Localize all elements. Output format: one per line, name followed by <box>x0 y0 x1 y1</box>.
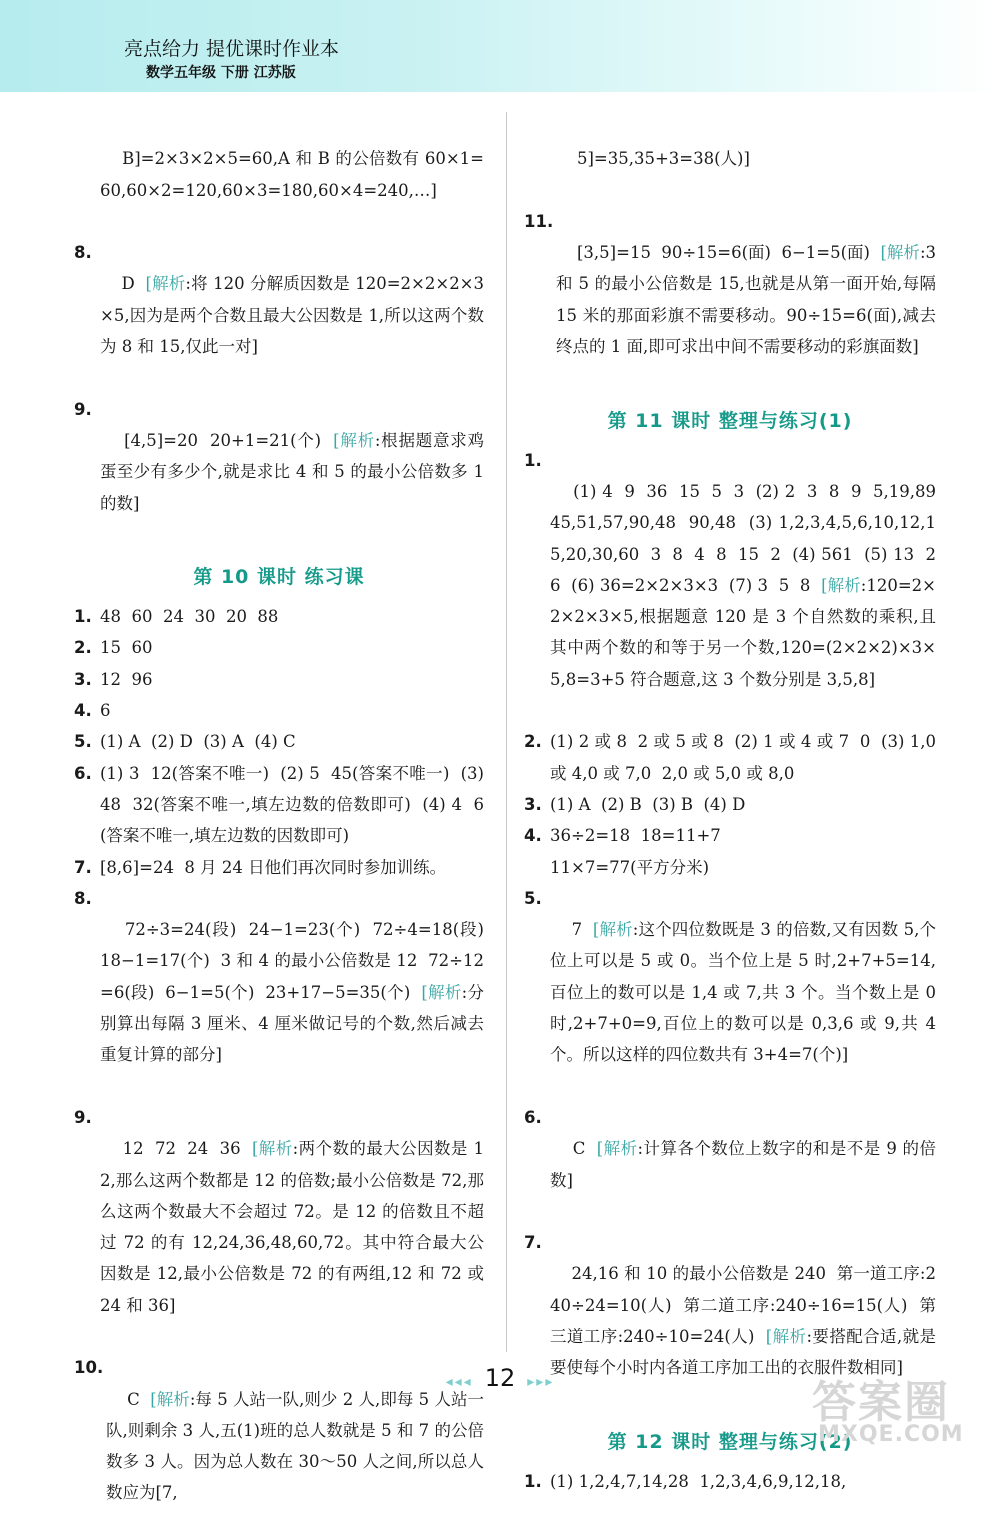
answer-2: 2. 15 60 <box>74 638 153 658</box>
section-title-lesson-11: 第 11 课时 整理与练习(1) <box>607 409 853 432</box>
continued-answer: 5]=35,35+3=38(人)] <box>576 149 750 169</box>
book-subtitle: 数学五年级 下册 江苏版 <box>146 65 296 81</box>
analysis-label: [解析 <box>596 1139 638 1159</box>
answer-3: 3. 12 96 <box>74 669 153 689</box>
page-number: 12 <box>484 1364 516 1392</box>
answer-6: 6. C [解析:计算各个数位上数字的和是不是 9 的倍数] <box>524 1107 936 1190</box>
answer-11: 11. [3,5]=15 90÷15=6(面) 6−1=5(面) [解析:3 和 5 的最小公倍数是 15,也就是从第一面开始,每隔 15 米的那面彩旗不需要移动。90÷15=6(面),减去终点的 1 面,即可求出中间不需要移动的彩旗面数] <box>524 211 942 357</box>
answer-3: 3. (1) A (2) B (3) B (4) D <box>524 794 746 814</box>
answer-10: 10. C [解析:每 5 人站一队,则少 2 人,即每 5 人站一队,则剩余 3 人,五(1)班的总人数就是 5 和 7 的公倍数多 3 人。因为总人数在 30～50 人之间,所以总人数应为[7, <box>74 1358 484 1503</box>
answer-4: 4. 6 <box>74 701 111 721</box>
answer-9b: 9. 12 72 24 36 [解析:两个数的最大公因数是 12,那么这两个数都是 12 的倍数;最小公倍数是 72,那么这两个数最大不会超过 72。是 12 的倍数且不超过 72 的有 12,24,36,48,60,72。其中符合最大公因数是 12,最小公倍数是 72 的有两组,12 和 72 或 24 和 36] <box>74 1107 490 1315</box>
answer-7: 7. [8,6]=24 8 月 24 日他们再次同时参加训练。 <box>74 857 447 877</box>
answer-5: 5. (1) A (2) D (3) A (4) C <box>74 732 296 752</box>
column-divider <box>506 112 507 1352</box>
answer-7: 7. 24,16 和 10 的最小公倍数是 240 第一道工序:240÷24=10(人) 第二道工序:240÷16=15(人) 第三道工序:240÷10=24(人) [解析:要搭配合适,就是要使每个小时内各道工序加工出的衣服件数相同] <box>524 1233 936 1378</box>
arrow-left-icon: ◂◂◂ <box>445 1374 473 1390</box>
continued-answer: B]=2×3×2×5=60,A 和 B 的公倍数有 60×1=60,60×2=120,60×3=180,60×4=240,…] <box>100 149 484 200</box>
answer-8: 8. D [解析:将 120 分解质因数是 120=2×2×2×3×5,因为是两个合数且最大公因数是 1,所以这两个数为 8 和 15,仅此一对] <box>74 237 484 393</box>
answer-4: 4. 36÷2=18 18=11+7 11×7=77(平方分米) <box>524 826 721 877</box>
answer-5: 5. 7 [解析:这个四位数既是 3 的倍数,又有因数 5,个位上可以是 5 或 0。当个位上是 5 时,2+7+5=14,百位上的数可以是 1,4 或 7,共 3 个。当个数上是 0 时,2+7+0=9,百位上的数可以是 0,3,6 或 9,共 4 个。所以这样的四位数共有 3+4=7(个)] <box>524 888 942 1065</box>
analysis-label: [解析 <box>145 274 186 294</box>
answer-1: 1. (1) 4 9 36 15 5 3 (2) 2 3 8 9 5,19,89 45,51,57,90,48 90,48 (3) 1,2,3,4,5,6,10,12,15,20,30,60 3 8 4 8 15 2 (4) 561 (5) 13 26 (6) 36=2×2×3×3 (7) 3 5 8 [解析:120=2×2×2×3×5,根据题意 120 是 3 个自然数的乘积,且其中两个数的和等于另一个数,120=(2×2×2)×3×5,8=3+5 符合题意,这 3 个数分别是 3,5,8] <box>524 450 947 689</box>
answer-8b: 8. 72÷3=24(段) 24−1=23(个) 72÷4=18(段) 18−1=17(个) 3 和 4 的最小公倍数是 12 72÷12=6(段) 6−1=5(个) 23+17−5=35(个) [解析:分别算出每隔 3 厘米、4 厘米做记号的个数,然后减去重复计算的部分] <box>74 888 495 1065</box>
analysis-label: [解析 <box>150 1389 190 1409</box>
analysis-label: [解析 <box>333 430 375 450</box>
answer-number: 8. <box>74 243 92 263</box>
analysis-label: [解析 <box>765 1326 807 1346</box>
answer-2: 2. (1) 2 或 8 2 或 5 或 8 (2) 1 或 4 或 7 0 (3) 1,0 或 4,0 或 7,0 2,0 或 5,0 或 8,0 <box>524 732 942 783</box>
arrow-right-icon: ▸▸▸ <box>527 1374 555 1390</box>
answer-9: 9. [4,5]=20 20+1=21(个) [解析:根据题意求鸡蛋至少有多少个,就是求比 4 和 5 的最小公倍数多 1 的数] <box>74 394 484 550</box>
analysis-label: [解析 <box>592 920 633 940</box>
answer-6: 6. (1) 3 12(答案不唯一) (2) 5 45(答案不唯一) (3) 48 32(答案不唯一,填左边数的倍数即可) (4) 4 6(答案不唯一,填左边数的因数即可) <box>74 763 490 846</box>
answer-1: 1. 48 60 24 30 20 88 <box>74 607 279 627</box>
section-title-lesson-12: 第 12 课时 整理与练习(2) <box>607 1430 853 1453</box>
analysis-label: [解析 <box>880 243 920 263</box>
right-column <box>524 112 947 1497</box>
section-title-lesson-10: 第 10 课时 练习课 <box>193 566 365 589</box>
watermark-logo <box>800 1364 992 1454</box>
analysis-label: [解析 <box>251 1139 293 1159</box>
analysis-label: [解析 <box>421 982 462 1002</box>
watermark-url: MXQE.COM <box>818 1422 964 1447</box>
answer-number: 9. <box>74 399 92 419</box>
answer-1: 1. (1) 1,2,4,7,14,28 1,2,3,4,6,9,12,18, <box>524 1471 847 1491</box>
watermark-text: 答案圈 <box>812 1377 950 1428</box>
left-column <box>74 112 495 1540</box>
analysis-label: [解析 <box>821 575 861 595</box>
book-title: 亮点给力 提优课时作业本 <box>124 38 340 60</box>
